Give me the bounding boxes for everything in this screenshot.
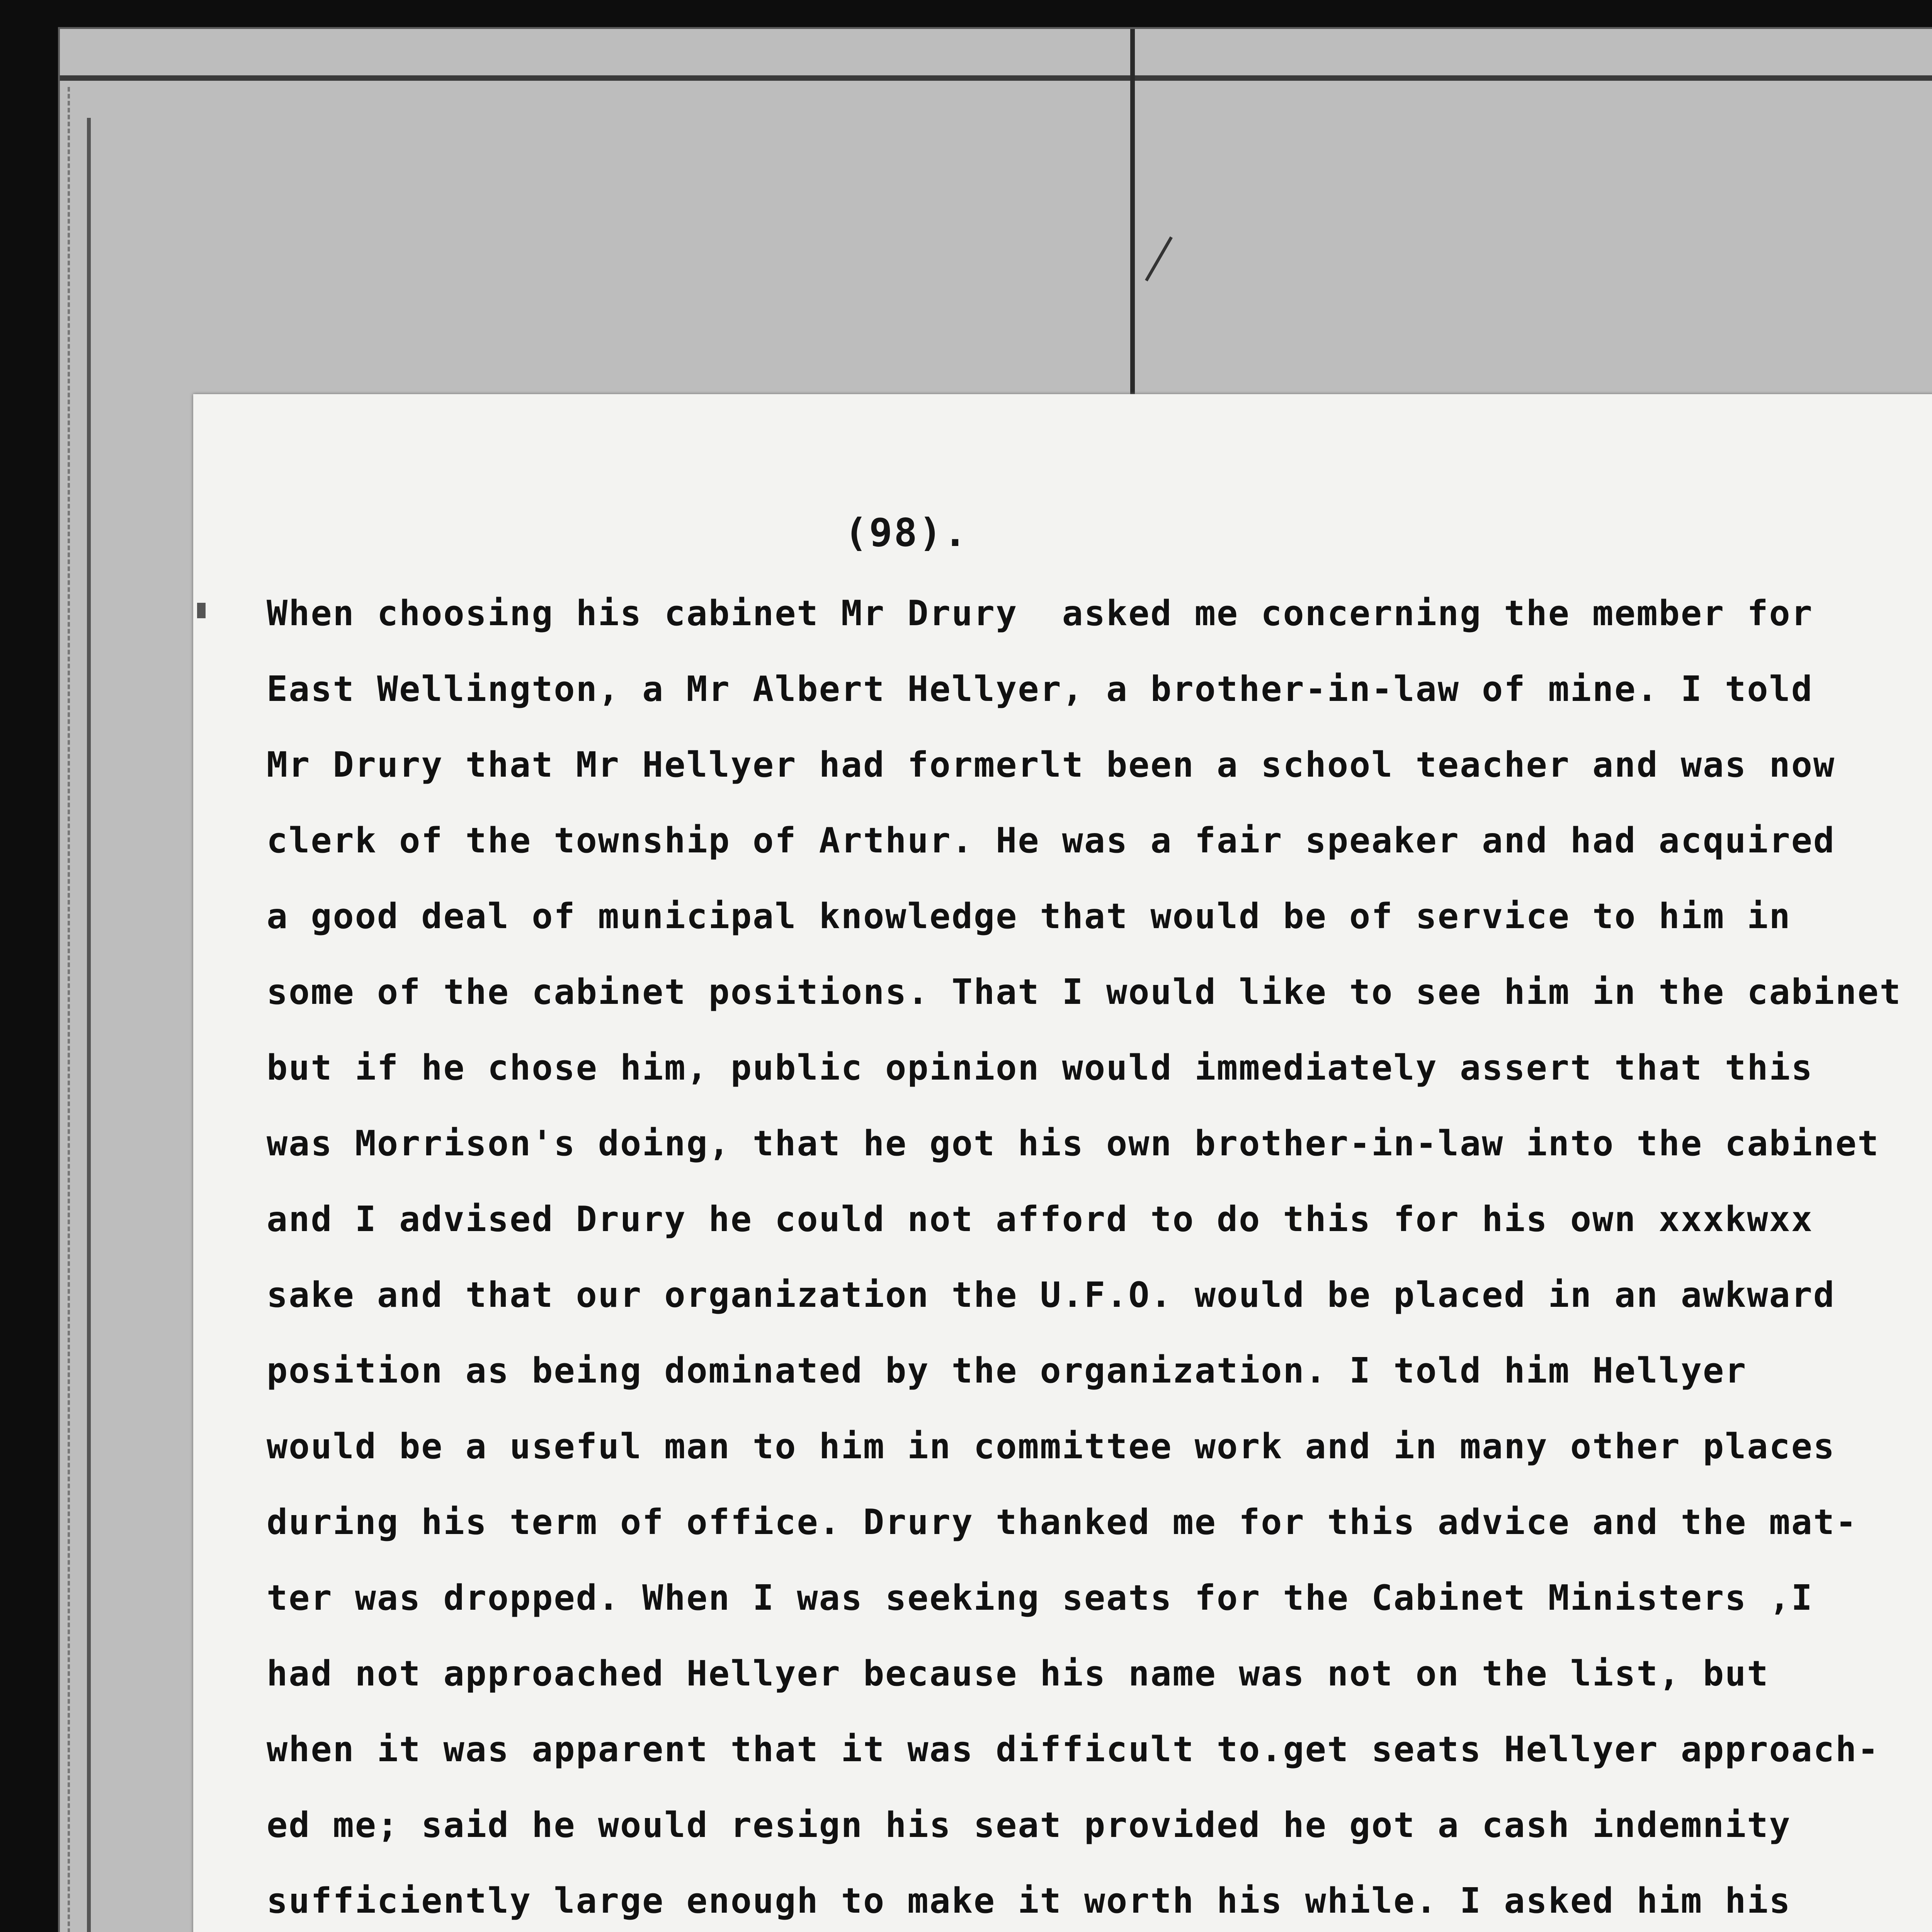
text-line: sake and that our organization the U.F.O. would be placed in an awkward — [267, 1275, 1836, 1315]
backing-left-dashed-border — [68, 87, 70, 1932]
backing-top-rule — [60, 75, 1932, 81]
typed-body-text — [267, 576, 1932, 1932]
backing-center-rule — [1130, 29, 1135, 396]
page-number: (98). — [844, 510, 969, 555]
text-line: East Wellington, a Mr Albert Hellyer, a brother-in-law of mine. I told — [267, 669, 1813, 709]
text-line: ter was dropped. When I was seeking seats for the Cabinet Ministers ,I — [267, 1578, 1813, 1618]
text-line: would be a useful man to him in committee work and in many other places — [267, 1426, 1836, 1467]
backing-pencil-mark — [1145, 236, 1173, 282]
text-line: but if he chose him, public opinion would immediately assert that this — [267, 1048, 1813, 1088]
text-line: When choosing his cabinet Mr Drury asked me concerning the member for — [267, 593, 1813, 634]
text-line: a good deal of municipal knowledge that would be of service to him in — [267, 896, 1791, 937]
typed-page — [193, 394, 1932, 1932]
text-line: and I advised Drury he could not afford to do this for his own xxxkwxx — [267, 1199, 1813, 1240]
text-line: had not approached Hellyer because his name was not on the list, but — [267, 1653, 1769, 1694]
text-line: sufficiently large enough to make it worth his while. I asked him his — [267, 1881, 1791, 1921]
text-line: Mr Drury that Mr Hellyer had formerlt been a school teacher and was now — [267, 745, 1836, 785]
text-line: some of the cabinet positions. That I would like to see him in the cabinet — [267, 972, 1902, 1012]
text-line: was Morrison's doing, that he got his own brother-in-law into the cabinet — [267, 1123, 1880, 1164]
text-line: during his term of office. Drury thanked me for this advice and the mat- — [267, 1502, 1858, 1543]
backing-left-frame — [87, 118, 91, 1932]
text-line: ed me; said he would resign his seat provided he got a cash indemnity — [267, 1805, 1791, 1845]
margin-mark — [197, 603, 206, 618]
text-line: clerk of the township of Arthur. He was a fair speaker and had acquired — [267, 820, 1836, 861]
text-line: when it was apparent that it was difficult to.get seats Hellyer approach- — [267, 1729, 1880, 1770]
text-line: position as being dominated by the organization. I told him Hellyer — [267, 1350, 1747, 1391]
